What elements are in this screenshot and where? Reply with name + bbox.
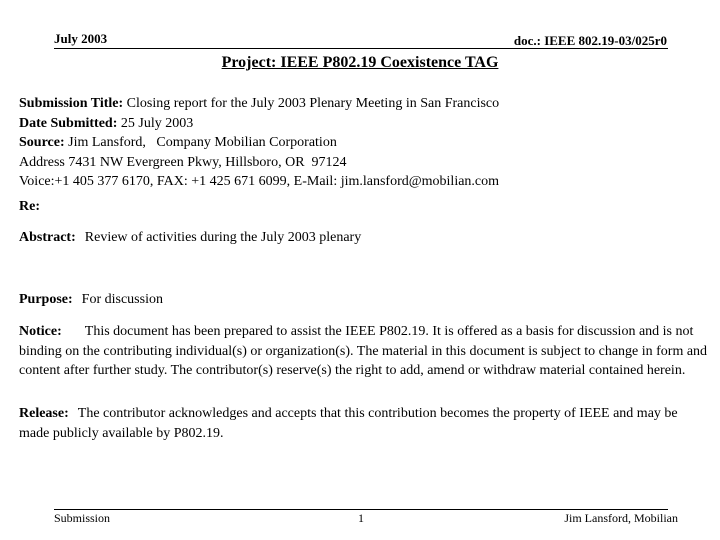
footer-author: Jim Lansford, Mobilian [564,511,678,525]
footer-page-number: 1 [358,511,364,525]
address-line: Address 7431 NW Evergreen Pkwy, Hillsboro, OR 97124 [19,154,347,170]
project-title: Project: IEEE P802.19 Coexistence TAG [221,54,499,71]
purpose-text: For discussion [81,292,163,307]
header-doc-id: doc.: IEEE 802.19-03/025r0 [513,33,667,48]
footer-submission: Submission [54,511,111,525]
purpose-paragraph [19,290,711,310]
source-value: Jim Lansford, Company Mobilian Corporation [68,135,337,150]
contact-line: Voice:+1 405 377 6170, FAX: +1 425 671 6099, E-Mail: jim.lansford@mobilian.com [19,174,500,189]
source-line [19,133,711,153]
abstract-paragraph [19,228,711,248]
date-submitted-label: Date Submitted: [19,115,118,131]
abstract-label: Abstract: [19,230,76,245]
submission-title-value: Closing report for the July 2003 Plenary Meeting in San Francisco [126,96,500,111]
footer-divider [54,509,668,510]
date-submitted-value: 25 July 2003 [120,115,194,131]
notice-text: This document has been prepared to assist the IEEE P802.19. It is offered as a basis for discussion and is not binding on the contributing individual(s) or organization(s). The material in this document is subject to change in form and content after further study. The contributor(s) reserve(s) the right to add, amend or withdraw material contained herein. [19,324,708,378]
re-label: Re: [19,199,40,214]
date-submitted-line [19,114,711,134]
purpose-label: Purpose: [19,292,73,307]
release-paragraph [19,404,711,443]
submission-block [19,94,711,192]
submission-title-label: Submission Title: [19,96,124,111]
notice-label: Notice: [19,324,62,339]
abstract-text: Review of activities during the July 2003 plenary [84,230,362,245]
header-divider [54,48,668,49]
header-date: July 2003 [54,31,108,46]
source-label: Source: [19,135,65,150]
notice-paragraph [19,322,711,381]
submission-title-line [19,94,711,114]
release-text: The contributor acknowledges and accepts that this contribution becomes the property of IEEE and may be made publicly available by P802.19. [19,406,678,441]
release-label: Release: [19,406,69,421]
